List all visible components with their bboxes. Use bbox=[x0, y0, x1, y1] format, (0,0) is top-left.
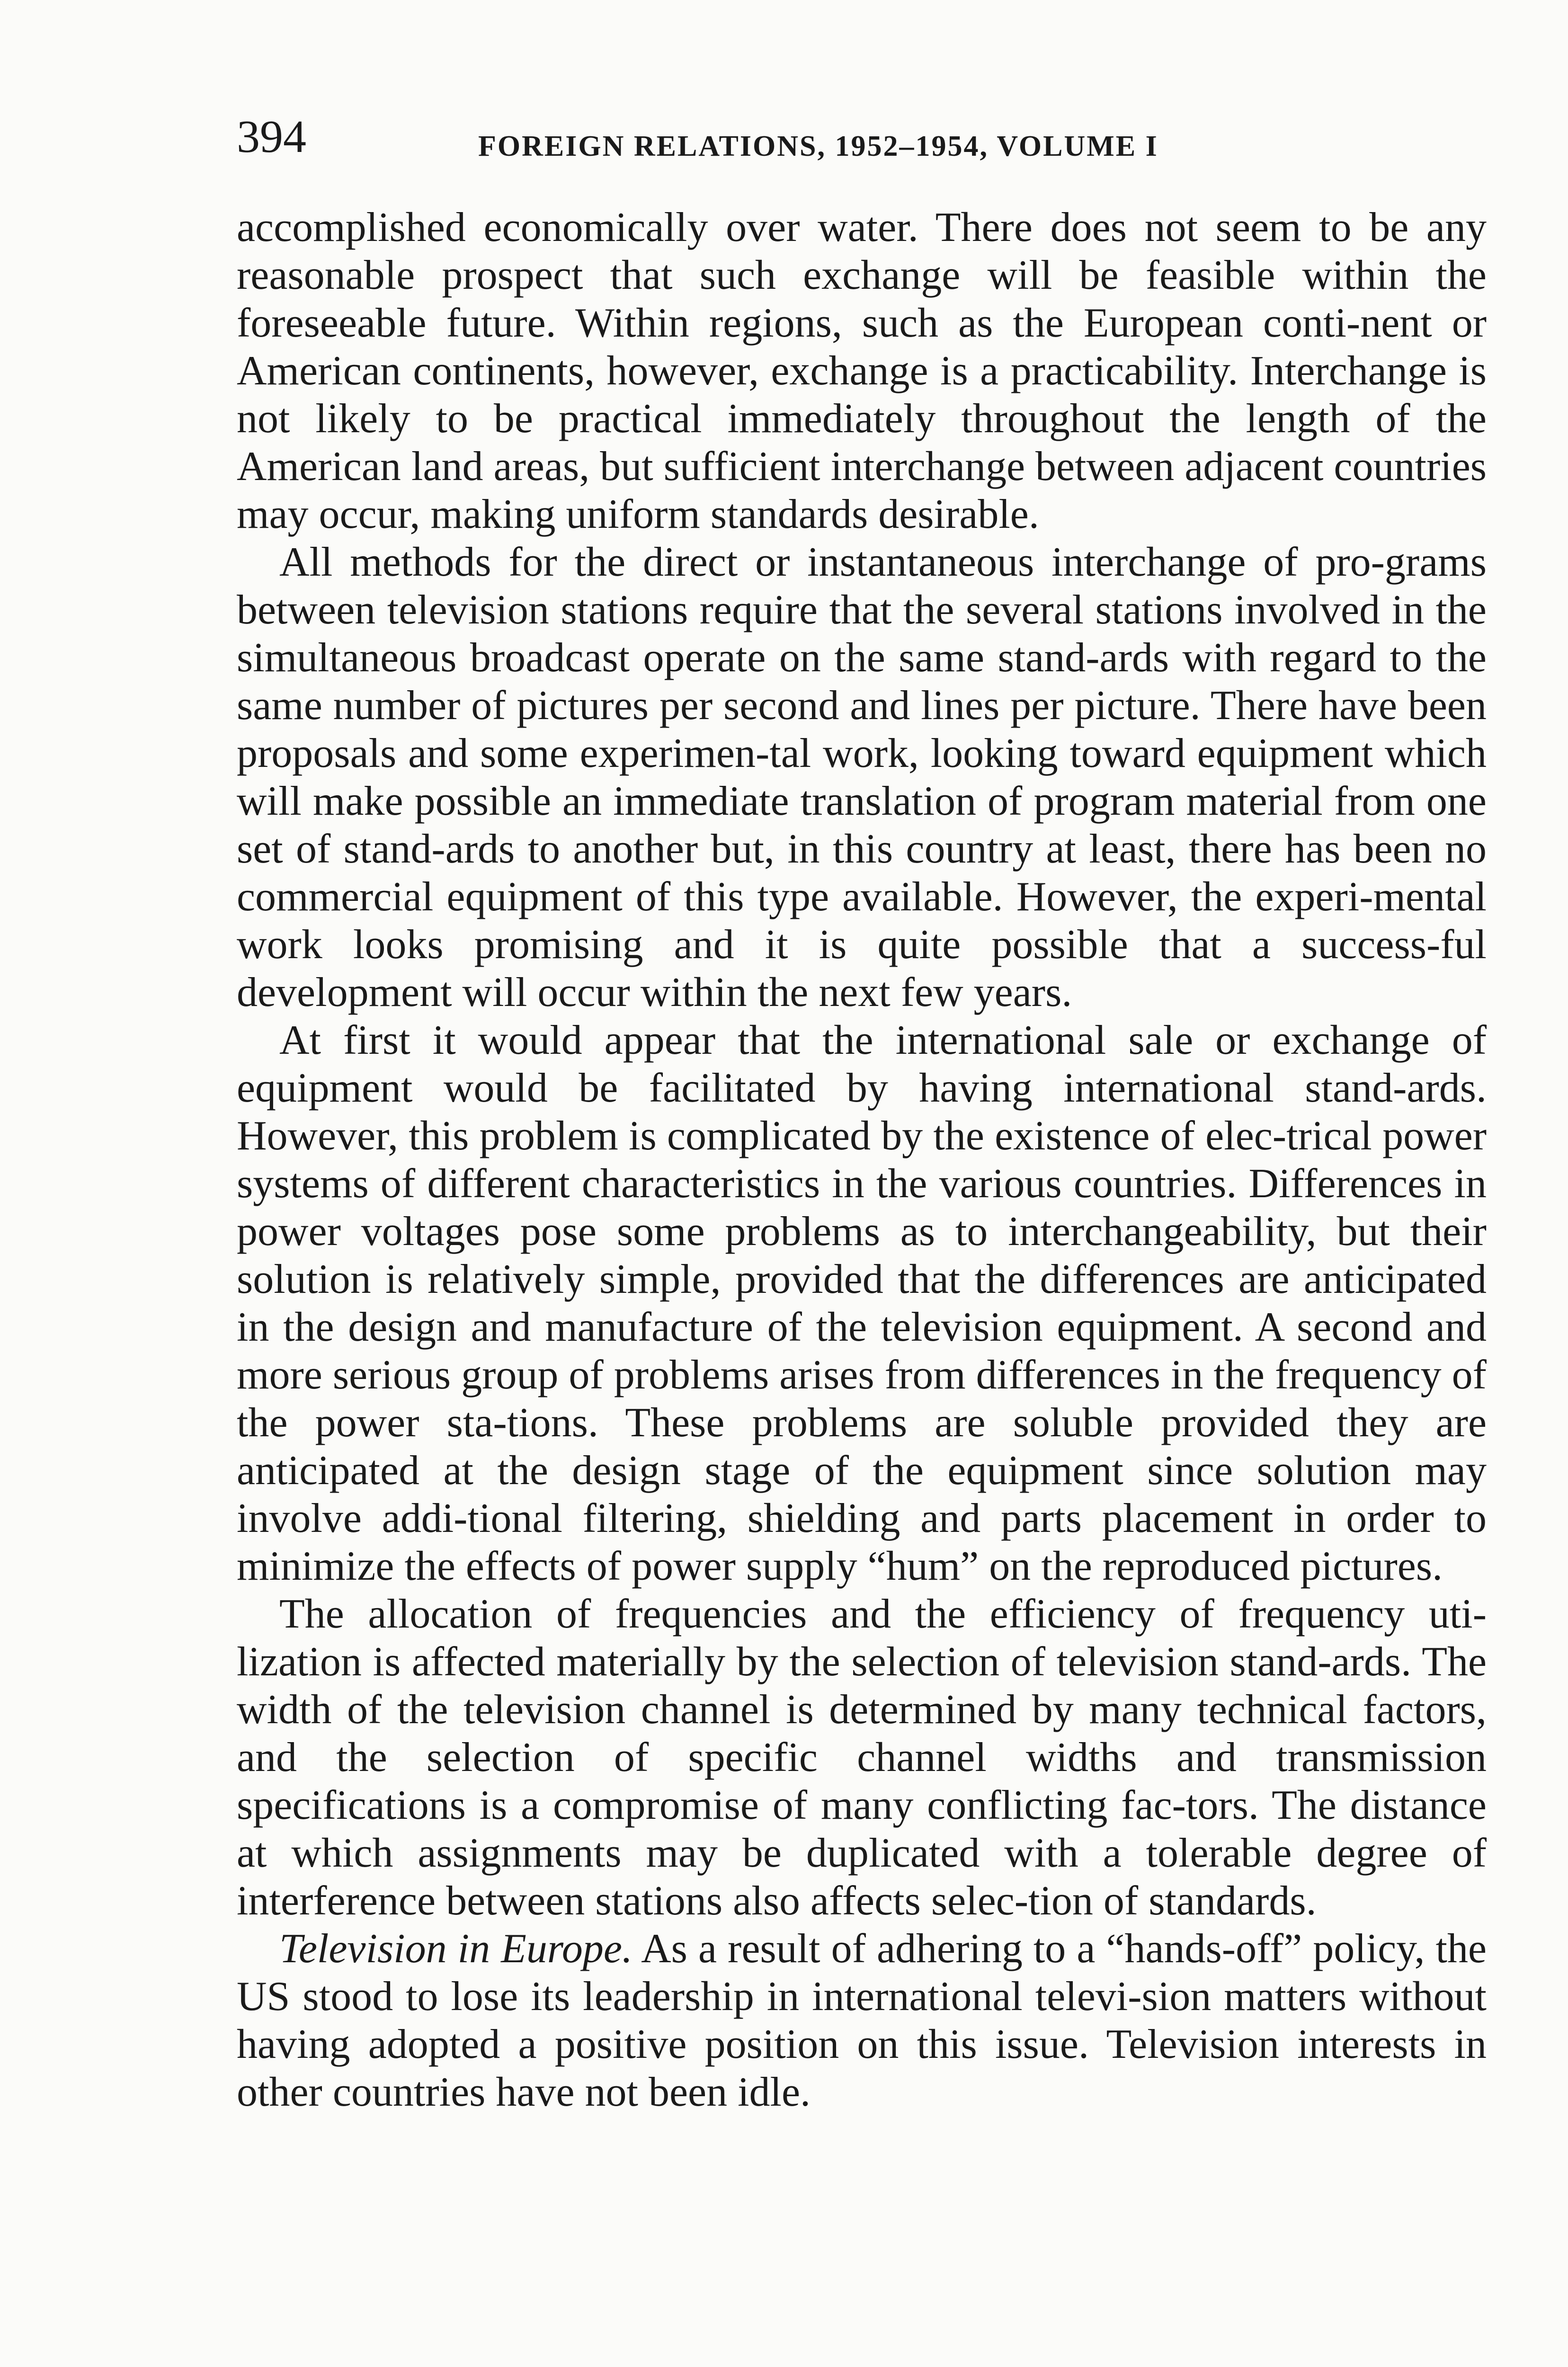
paragraph-text: The allocation of frequencies and the efficiency of frequency uti-lization is affected materially by the selection of television stand-ards. The width of the television channel is determined by many technical factors, and the selection of specific channel widths and transmission specifications is a compromise of many conflicting fac-tors. The distance at which assignments may be duplicated with a tolerable degree of interference between stations also affects selec-tion of standards. bbox=[237, 1591, 1487, 1924]
page-header bbox=[237, 111, 1487, 180]
paragraph-continued bbox=[237, 204, 1487, 538]
paragraph-text: All methods for the direct or instantaneous interchange of pro-grams between television stations require that the several stations involved in the simultaneous broadcast operate on the same stand-ards with regard to the same number of pictures per second and lines per picture. There have been proposals and some experimen-tal work, looking toward equipment which will make possible an immediate translation of program material from one set of stand-ards to another but, in this country at least, there has been no commercial equipment of this type available. However, the experi-mental work looks promising and it is quite possible that a success-ful development will occur within the next few years. bbox=[237, 539, 1487, 1015]
page-number: 394 bbox=[237, 111, 306, 162]
section-lead-heading: Television in Europe. bbox=[279, 1926, 633, 1972]
body-text bbox=[237, 204, 1487, 2116]
running-head: FOREIGN RELATIONS, 1952–1954, VOLUME I bbox=[478, 130, 1158, 162]
paragraph-program-interchange bbox=[237, 538, 1487, 1016]
paragraph-text: At first it would appear that the international sale or exchange of equipment would be facilitated by having international stand-ards. However, this problem is complicated by the existence of elec-trical power systems of different characteristics in the various countries. Differences in power voltages pose some problems as to interchangeability, but their solution is relatively simple, provided that the differences are anticipated in the design and manufacture of the television equipment. A second and more serious group of problems arises from differences in the frequency of the power sta-tions. These problems are soluble provided they are anticipated at the design stage of the equipment since solution may involve addi-tional filtering, shielding and parts placement in order to minimize the effects of power supply “hum” on the reproduced pictures. bbox=[237, 1017, 1487, 1589]
paragraph-equipment-exchange bbox=[237, 1016, 1487, 1590]
paragraph-text: As a result of adhering to a “hands-off” policy, the US stood to lose its leadership in international televi-sion matters without having adopted a positive position on this issue. Television interests in other countries have not been idle. bbox=[237, 1926, 1487, 2115]
paragraph-frequency-allocation bbox=[237, 1590, 1487, 1925]
paragraph-television-in-europe bbox=[237, 1925, 1487, 2116]
paragraph-text: accomplished economically over water. There does not seem to be any reasonable prospect that such exchange will be feasible within the foreseeable future. Within regions, such as the European conti-nent or American continents, however, exchange is a practicability. Interchange is not likely to be practical immediately throughout the length of the American land areas, but sufficient interchange between adjacent countries may occur, making uniform standards desirable. bbox=[237, 205, 1487, 537]
